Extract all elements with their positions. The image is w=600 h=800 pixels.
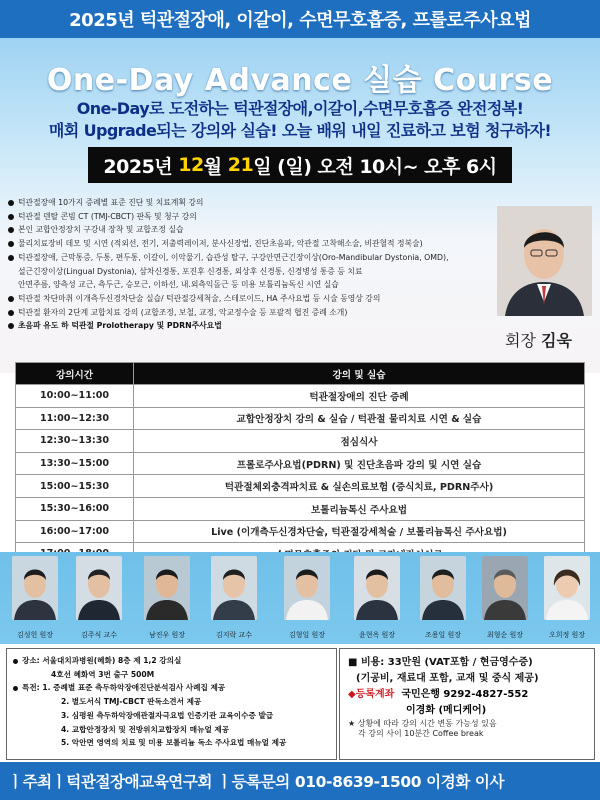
table-row: [16, 520, 585, 543]
time-cell: 10:00~11:00: [16, 385, 134, 408]
bullet-icon: [8, 214, 14, 220]
schedule-table: [15, 362, 585, 566]
venue-directions: 4호선 혜화역 3번 출구 500M: [51, 669, 155, 679]
feature-list: [8, 196, 508, 333]
schedule-note: ★ 상황에 따라 강의 시간 변동 가능성 있음: [348, 719, 497, 728]
faculty-member: 최형순 원장: [476, 556, 534, 640]
content-cell: 턱관절장애의 진단 증례: [134, 385, 585, 408]
hero-tagline-1: One-Day로 도전하는 턱관절장애,이갈이,수면무호흡증 완전정복!: [76, 99, 524, 118]
hero-tagline-2: 매회 Upgrade되는 강의와 실습! 오늘 배워 내일 진료하고 보험 청구하자!: [48, 121, 552, 140]
feature-item: 턱관절 차단마취 이개측두신경차단술 실습/ 턱관절강세척술, 스테로이드, HA 주사요법 등 시술 동영상 강의: [8, 292, 508, 306]
avatar: [144, 556, 190, 620]
feature-item: 턱관절 덴탈 콘빔 CT (TMJ-CBCT) 판독 및 청구 강의: [8, 210, 508, 224]
feature-item: 본인 교합안정장치 구강내 장착 및 교합조정 실습: [8, 223, 508, 237]
table-row: [16, 475, 585, 498]
header-bar: [0, 0, 600, 38]
account-number: 국민은행 9292-4827-552: [401, 689, 529, 700]
faculty-member: 김형일 원장: [278, 556, 336, 640]
time-cell: 16:00~17:00: [16, 520, 134, 543]
table-row: [16, 452, 585, 475]
person-silhouette-icon: [497, 206, 592, 316]
time-cell: 12:30~13:30: [16, 430, 134, 453]
date-day-unit: 일: [253, 155, 272, 178]
avatar: [76, 556, 122, 620]
avatar: [12, 556, 58, 620]
course-title: One-Day Advance 실습 Course: [46, 63, 554, 98]
bullet-icon: [8, 255, 14, 261]
avatar: [544, 556, 590, 620]
president-caption: 회장 김욱: [505, 331, 572, 350]
feature-item-continued: 설근긴장이상(Lingual Dystonia), 삼차신경통, 포진후 신경통, 외상후 신경통, 신경병성 통증 등 치료: [18, 266, 363, 276]
table-row: [16, 497, 585, 520]
president-portrait: [497, 206, 592, 316]
perk-item: 5. 악안면 영역의 치료 및 미용 보톨리늄 독소 주사요법 매뉴얼 제공: [61, 738, 287, 748]
perk-item: 4. 교합안정장치 및 전방위치교합장치 매뉴얼 제공: [61, 724, 230, 734]
bullet-icon: [8, 296, 14, 302]
avatar: [482, 556, 528, 620]
feature-item: 초음파 유도 하 턱관절 Prolotherapy 및 PDRN주사요법: [8, 319, 508, 333]
content-cell: 턱관절체외충격파치료 & 실손의료보험 (증식치료, PDRN주사): [134, 475, 585, 498]
feature-item: 턱관절장애 10가지 증례별 표준 진단 및 치료계획 강의: [8, 196, 508, 210]
event-date-bar: [88, 147, 512, 183]
avatar: [211, 556, 257, 620]
bullet-icon: [13, 659, 18, 664]
content-cell: Live (이개측두신경차단술, 턱관절강세척술 / 보톨리늄톡신 주사요법): [134, 520, 585, 543]
bullet-icon: [8, 310, 14, 316]
president-name: 김욱: [541, 331, 572, 350]
header-title: 2025년 턱관절장애, 이갈이, 수면무호흡증, 프롤로주사요법: [69, 10, 531, 31]
faculty-member: 남진우 원장: [138, 556, 196, 640]
time-cell: 13:30~15:00: [16, 452, 134, 475]
date-year: 2025년: [103, 155, 173, 178]
feature-item: 물리치료장비 데모 및 시연 (적외선, 전기, 저출력레이저, 분사신장법, 진단초음파, 악관절 고착해소술, 비관혈적 정복술): [8, 237, 508, 251]
faculty-member: 김성헌 원장: [6, 556, 64, 640]
feature-item: 턱관절장애, 근막통증, 두통, 편두통, 이갈이, 이악물기, 습관성 탈구, 구강안면근긴장이상(Oro-Mandibular Dystonia, OMD),: [8, 251, 508, 265]
faculty-member: 오희정 원장: [538, 556, 596, 640]
bullet-icon: [13, 686, 18, 691]
table-row: [16, 385, 585, 408]
content-cell: 점심식사: [134, 430, 585, 453]
faculty-member: 김주식 교수: [70, 556, 128, 640]
faculty-member: 윤현옥 원장: [348, 556, 406, 640]
avatar: [284, 556, 330, 620]
bullet-icon: [8, 200, 14, 206]
date-month-unit: 월: [203, 155, 222, 178]
content-cell: 보톨리늄톡신 주사요법: [134, 497, 585, 520]
perks-label: 특전: 1. 증례별 표준 측두하악장애진단분석검사 사례집 제공: [13, 681, 330, 695]
faculty-strip: [0, 552, 600, 644]
bullet-icon: [8, 323, 14, 329]
bullet-icon: [8, 241, 14, 247]
time-cell: 11:00~12:30: [16, 407, 134, 430]
avatar: [420, 556, 466, 620]
cost-box: [339, 648, 595, 760]
date-day: 21: [227, 154, 254, 176]
fee: ■ 비용: 33만원 (VAT포함 / 현금영수증): [348, 657, 533, 668]
account-holder: 이경화 (메디케어): [406, 705, 487, 716]
account: ◆등록계좌 국민은행 9292-4827-552: [348, 689, 529, 700]
content-cell: 교합안정장치 강의 & 실습 / 턱관절 물리치료 시연 & 실습: [134, 407, 585, 430]
content-cell: 프롤로주사요법(PDRN) 및 진단초음파 강의 및 시연 실습: [134, 452, 585, 475]
avatar: [354, 556, 400, 620]
faculty-member: 김지락 교수: [205, 556, 263, 640]
info-box: [6, 648, 337, 760]
date-time: (일) 오전 10시~ 오후 6시: [277, 155, 497, 178]
faculty-member: 조용일 원장: [414, 556, 472, 640]
fee-detail: (기공비, 재료대 포함, 교재 및 중식 제공): [356, 673, 539, 684]
feature-item-continued: 안면주름, 양측성 교근, 측두근, 승모근, 이하선, 내.외측익돌근 등 미용 보톨리늄독신 시연 실습: [18, 280, 339, 290]
footer-bar: [0, 762, 600, 800]
column-header: 강의 및 실습: [134, 363, 585, 385]
perk-item: 2. 별도서식 TMJ-CBCT 판독소견서 제공: [61, 697, 202, 707]
date-month: 12: [178, 154, 204, 176]
table-row: [16, 430, 585, 453]
feature-item: 턱관절 환자의 2단계 교합치료 강의 (교합조정, 보철, 교정, 악교정수술 등 포괄적 협진 증례 소개): [8, 306, 508, 320]
venue: 장소: 서울대치과병원(혜화) 8층 제 1,2 강의실: [13, 654, 330, 668]
time-cell: 15:00~15:30: [16, 475, 134, 498]
footer-text: ㅣ주최ㅣ턱관절장애교육연구회 ㅣ등록문의 010-8639-1500 이경화 이사: [8, 773, 505, 791]
column-header: 강의시간: [16, 363, 134, 385]
table-row: [16, 407, 585, 430]
perk-item: 3. 심평원 측두하악장애관절자극요법 인증기관 교육이수증 발급: [61, 710, 274, 720]
account-label: 등록계좌: [355, 689, 395, 700]
table-header-row: [16, 363, 585, 385]
time-cell: 15:30~16:00: [16, 497, 134, 520]
bullet-icon: [8, 227, 14, 233]
coffee-break-note: 각 강의 사이 10분간 Coffee break: [358, 729, 484, 738]
